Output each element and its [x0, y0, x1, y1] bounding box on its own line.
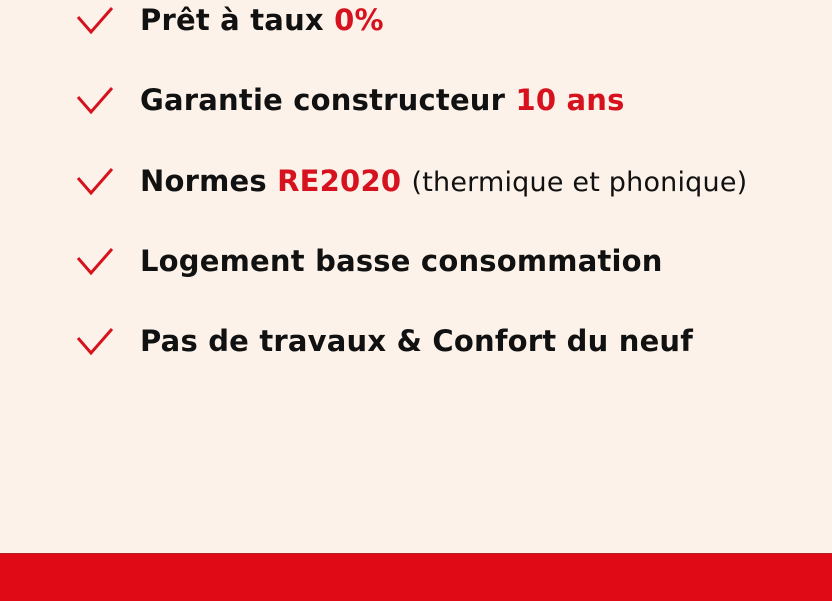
- feature-item: [76, 0, 384, 40]
- feature-item: [76, 321, 693, 361]
- feature-item: [76, 80, 625, 120]
- feature-item: [76, 161, 747, 201]
- checkmark-icon: [76, 246, 114, 276]
- checkmark-icon: [76, 326, 114, 356]
- checkmark-icon: [76, 5, 114, 35]
- checkmark-icon: [76, 166, 114, 196]
- feature-item: [76, 241, 663, 281]
- feature-text: Normes RE2020 (thermique et phonique): [140, 164, 748, 198]
- footer-red-band: [0, 553, 832, 601]
- feature-text: Logement basse consommation: [140, 244, 663, 278]
- feature-text: Garantie constructeur 10 ans: [140, 83, 625, 117]
- feature-text: Prêt à taux 0%: [140, 3, 384, 37]
- checkmark-icon: [76, 85, 114, 115]
- feature-text: Pas de travaux & Confort du neuf: [140, 324, 694, 358]
